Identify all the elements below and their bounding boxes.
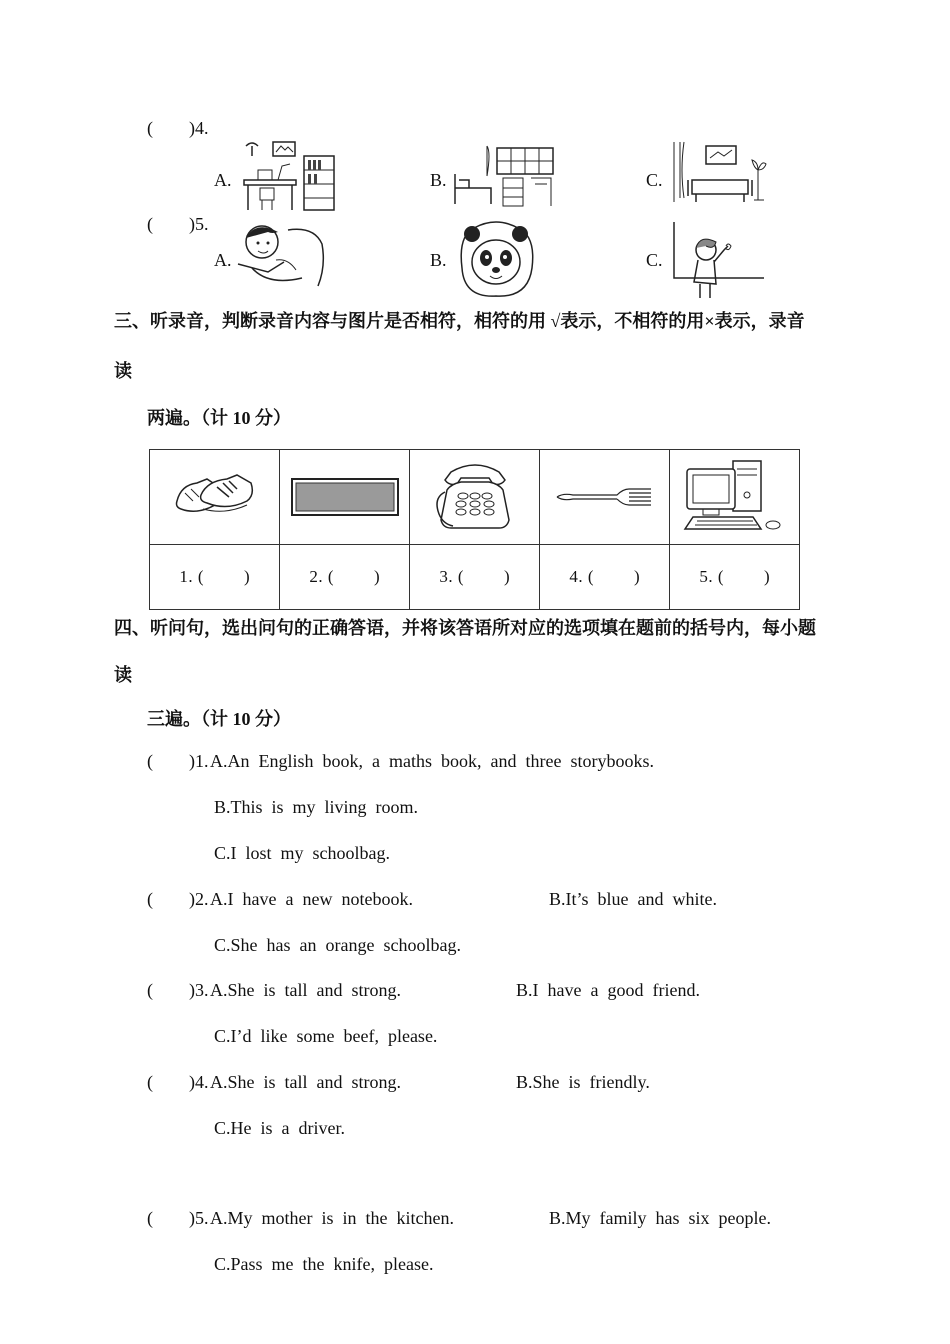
table-cell-answer[interactable] xyxy=(410,545,540,610)
table-cell-answer[interactable] xyxy=(540,545,670,610)
q4-option-b-label: B. xyxy=(430,170,447,190)
question-number: )4. xyxy=(189,1072,209,1092)
option-b: B.This is my living room. xyxy=(214,797,419,817)
table-cell-answer[interactable] xyxy=(150,545,280,610)
section3-heading-cont: 读 xyxy=(114,361,132,381)
q5-option-b-label: B. xyxy=(430,250,447,270)
option-c: C.I lost my schoolbag. xyxy=(214,843,390,863)
table-cell-picture xyxy=(410,450,540,545)
telephone-icon xyxy=(431,462,519,532)
answer-paren-open[interactable]: ( xyxy=(147,118,153,138)
answer-paren-open[interactable]: ( xyxy=(147,751,153,771)
boy-reading-icon xyxy=(236,218,328,288)
question-number: )5. xyxy=(189,1208,209,1228)
picture-judgment-table xyxy=(149,449,800,610)
answer-paren-open[interactable]: ( xyxy=(147,980,153,1000)
teacher-board-picture xyxy=(668,220,768,300)
item-close-paren: ) xyxy=(504,567,510,586)
panda-icon xyxy=(458,220,536,298)
q4-row xyxy=(147,118,153,139)
option-a: A.I have a new notebook. xyxy=(210,889,413,909)
bedroom-picture xyxy=(453,144,557,208)
computer-icon xyxy=(683,459,787,535)
item-label: 1. ( xyxy=(179,567,204,586)
living-room-picture xyxy=(668,140,770,206)
item-close-paren: ) xyxy=(764,567,770,586)
option-b: B.I have a good friend. xyxy=(516,980,700,1000)
option-b: B.She is friendly. xyxy=(516,1072,650,1092)
bed-icon xyxy=(453,144,557,208)
desk-lamp-icon xyxy=(238,140,338,212)
question-number: )2. xyxy=(189,889,209,909)
answer-paren-open[interactable]: ( xyxy=(147,214,153,234)
section4-instructions: 三遍。（计 10 分） xyxy=(147,709,291,729)
study-room-picture xyxy=(238,140,338,212)
q5-option-a-label: A. xyxy=(214,250,232,270)
option-a: A.She is tall and strong. xyxy=(210,980,401,1000)
option-c: C.Pass me the knife, please. xyxy=(214,1254,434,1274)
q5-row xyxy=(147,214,153,235)
item-label: 5. ( xyxy=(699,567,724,586)
q5-option-c-label: C. xyxy=(646,250,663,270)
q4-option-a-label: A. xyxy=(214,170,232,190)
table-cell-picture xyxy=(280,450,410,545)
sofa-icon xyxy=(668,140,770,206)
blackboard-icon xyxy=(290,475,400,519)
question-number: )1. xyxy=(189,751,209,771)
panda-bag-picture xyxy=(458,220,536,298)
table-cell-picture xyxy=(540,450,670,545)
option-c: C.I’d like some beef, please. xyxy=(214,1026,438,1046)
option-a: A.She is tall and strong. xyxy=(210,1072,401,1092)
option-a: A.An English book, a maths book, and three storybooks. xyxy=(210,751,654,771)
table-cell-picture xyxy=(150,450,280,545)
item-close-paren: ) xyxy=(244,567,250,586)
item-label: 4. ( xyxy=(569,567,594,586)
table-cell-answer[interactable] xyxy=(670,545,800,610)
section3-instructions: 两遍。（计 10 分） xyxy=(147,408,291,428)
section3-heading: 三、听录音，判断录音内容与图片是否相符，相符的用 √表示，不相符的用×表示，录音 xyxy=(114,311,805,331)
option-c: C.He is a driver. xyxy=(214,1118,345,1138)
answer-paren-open[interactable]: ( xyxy=(147,889,153,909)
item-close-paren: ) xyxy=(634,567,640,586)
option-c: C.She has an orange schoolbag. xyxy=(214,935,461,955)
boy-reading-picture xyxy=(236,218,328,288)
fork-icon xyxy=(555,485,655,509)
table-cell-picture xyxy=(670,450,800,545)
item-label: 2. ( xyxy=(309,567,334,586)
teacher-icon xyxy=(668,220,768,300)
option-b: B.My family has six people. xyxy=(549,1208,771,1228)
shoes-icon xyxy=(173,467,257,527)
option-b: B.It’s blue and white. xyxy=(549,889,717,909)
q4-number: )4. xyxy=(189,118,209,138)
table-cell-answer[interactable] xyxy=(280,545,410,610)
item-label: 3. ( xyxy=(439,567,464,586)
section4-heading: 四、听问句，选出问句的正确答语，并将该答语所对应的选项填在题前的括号内，每小题 xyxy=(114,618,816,638)
item-close-paren: ) xyxy=(374,567,380,586)
q4-option-c-label: C. xyxy=(646,170,663,190)
answer-paren-open[interactable]: ( xyxy=(147,1072,153,1092)
option-a: A.My mother is in the kitchen. xyxy=(210,1208,454,1228)
question-number: )3. xyxy=(189,980,209,1000)
section4-heading-cont: 读 xyxy=(114,665,132,685)
q5-number: )5. xyxy=(189,214,209,234)
answer-paren-open[interactable]: ( xyxy=(147,1208,153,1228)
